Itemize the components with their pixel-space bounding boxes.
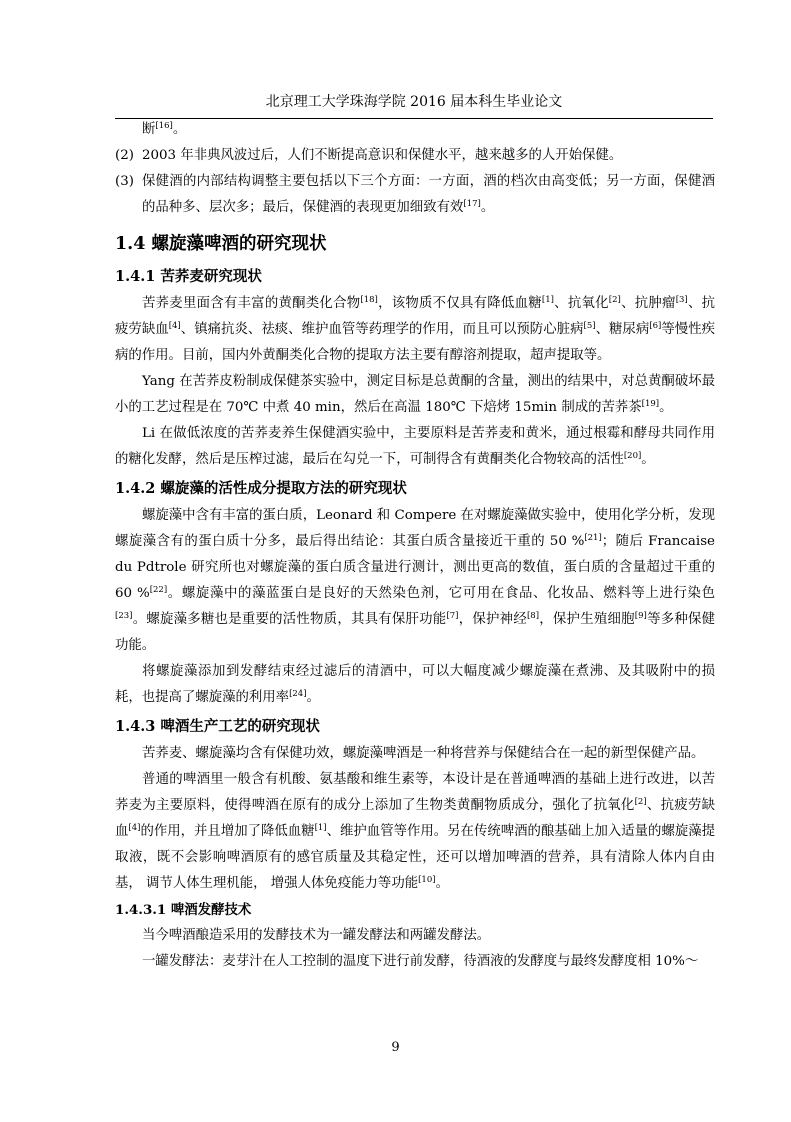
text-run: 。: [172, 122, 187, 137]
numbered-item: [115, 169, 715, 221]
citation-marker: [8]: [526, 611, 540, 621]
document-body: [115, 117, 715, 975]
text-run: 。: [435, 876, 449, 891]
text-run: 断: [142, 122, 156, 137]
text-run: 的作用，并且增加了降低血糖: [140, 824, 315, 839]
text-run: 保健酒的内部结构调整主要包括以下三个方面：一方面，酒的档次由高变低；另一方面，保健酒的品种多、层次多；最后，保健酒的表现更加细致有效: [142, 174, 715, 215]
item-number: (2): [115, 148, 134, 163]
text-run: 、抗肿瘤: [620, 296, 676, 311]
citation-marker: [2]: [634, 797, 647, 807]
text-run: 苦荞麦里面含有丰富的黄酮类化合物: [142, 296, 361, 311]
citation-marker: [24]: [289, 689, 307, 699]
citation-marker: [4]: [128, 823, 141, 833]
citation-marker: [21]: [584, 533, 602, 543]
text-run: 螺旋藻中含有丰富的蛋白质，Leonard 和 Compere 在对螺旋藻做实验中，使用化学分析，发现螺旋藻含有的蛋白质十分多，最后得出结论：其蛋白质含量接近干重的 50 %: [115, 508, 715, 549]
citation-marker: [9]: [634, 611, 647, 621]
paragraph: [115, 741, 715, 767]
paragraph: [115, 291, 715, 369]
text-run: 苦荞麦、螺旋藻均含有保健功效，螺旋藻啤酒是一种将营养与保健结合在一起的新型保健产品。: [142, 746, 705, 761]
text-run: 。: [641, 452, 655, 467]
citation-marker: [23]: [115, 611, 133, 621]
item-text: [142, 169, 715, 221]
citation-marker: [4]: [168, 321, 181, 331]
subsubsection-heading: 1.4.3.1 啤酒发酵技术: [115, 902, 252, 918]
page-header: 北京理工大学珠海学院 2016 届本科生毕业论文: [115, 92, 713, 119]
citation-marker: [22]: [149, 585, 168, 595]
text-run: 当今啤酒酿造采用的发酵技术为一罐发酵法和两罐发酵法。: [142, 928, 491, 943]
paragraph: [115, 923, 715, 949]
numbered-item: [115, 143, 715, 169]
text-run: 等慢性疾病的作用。目前，国内外黄酮类化合物的提取方法主要有醇溶剂提取，超声提取等。: [115, 322, 716, 363]
item-text: [142, 143, 715, 169]
text-run: 。: [480, 200, 495, 215]
text-run: 一罐发酵法：麦芽汁在人工控制的温度下进行前发酵，待酒液的发酵度与最终发酵度相 10%～: [142, 954, 699, 969]
citation-marker: [18]: [360, 295, 378, 305]
paragraph: [115, 503, 715, 659]
text-run: 、抗疲劳缺血: [115, 798, 716, 839]
citation-marker: [6]: [649, 321, 662, 331]
text-run: 、镇痛抗炎、祛痰、维护血管等药理学的作用，而且可以预防心脏病: [180, 322, 584, 337]
text-run: 。螺旋藻中的藻蓝蛋白是良好的天然染色剂，它可用在食品、化妆品、燃料等上进行染色: [167, 586, 715, 601]
text-run: 、抗疲劳缺血: [115, 296, 716, 337]
citation-marker: [16]: [155, 121, 173, 131]
text-run: ，该物质不仅具有降低血糖: [377, 296, 542, 311]
citation-marker: [20]: [623, 451, 642, 461]
item-number: (3): [115, 174, 134, 189]
text-run: 、糖尿病: [595, 322, 650, 337]
paragraph: [115, 659, 715, 711]
page-number: 9: [391, 1040, 400, 1055]
citation-marker: [2]: [608, 295, 621, 305]
text-run: ，保护生殖细胞: [539, 612, 635, 627]
text-run: 。: [659, 400, 673, 415]
paragraph: [115, 949, 715, 975]
text-run: 普通的啤酒里一般含有机酸、氨基酸和维生素等，本设计是在普通啤酒的基础上进行改进，以苦荞麦为主要原料，使得啤酒在原有的成分上添加了生物类黄酮物质成分，强化了抗氧化: [115, 772, 715, 813]
paragraph: [115, 767, 715, 897]
paragraph: [115, 421, 715, 473]
continued-paragraph: [115, 117, 715, 143]
citation-marker: [5]: [583, 321, 596, 331]
text-run: 、维护血管等作用。另在传统啤酒的酿基础上加入适量的螺旋藻提取液，既不会影响啤酒原有的感官质量及其稳定性，还可以增加啤酒的营养，具有清除人体内自由基， 调节人体生理机能， 增强人体免疫能力等功能: [115, 824, 716, 891]
paragraph: [115, 369, 715, 421]
text-run: 2003 年非典风波过后，人们不断提高意识和保健水平，越来越多的人开始保健。: [142, 148, 623, 163]
text-run: 、抗氧化: [553, 296, 609, 311]
citation-marker: [10]: [418, 875, 436, 885]
text-run: 。螺旋藻多糖也是重要的活性物质，其具有保肝功能: [132, 612, 447, 627]
citation-marker: [3]: [675, 295, 688, 305]
section-heading: 1.4 螺旋藻啤酒的研究现状: [115, 234, 327, 254]
subsection-heading: 1.4.3 啤酒生产工艺的研究现状: [115, 718, 320, 735]
subsection-heading: 1.4.1 苦荞麦研究现状: [115, 268, 262, 285]
text-run: 等多种保健功能。: [115, 612, 716, 653]
text-run: ；随后 Francaise du Pdtrole 研究所也对螺旋藻的蛋白质含量进行测计，测出更高的数值，蛋白质的含量超过干重的 60 %: [115, 534, 715, 601]
text-run: Li 在做低浓度的苦荞麦养生保健酒实验中，主要原料是苦荞麦和黄米，通过根霉和酵母共同作用的糖化发酵，然后是压榨过滤，最后在勾兑一下，可制得含有黄酮类化合物较高的活性: [115, 426, 715, 467]
citation-marker: [1]: [541, 295, 554, 305]
citation-marker: [17]: [463, 199, 481, 209]
text-run: 。: [306, 690, 320, 705]
text-run: ，保护神经: [458, 612, 527, 627]
citation-marker: [19]: [641, 399, 660, 409]
text-run: 将螺旋藻添加到发酵结束经过滤后的清酒中，可以大幅度减少螺旋藻在煮沸、及其吸附中的损耗，也提高了螺旋藻的利用率: [115, 664, 715, 705]
citation-marker: [1]: [314, 823, 327, 833]
text-run: Yang 在苦荞皮粉制成保健茶实验中，测定目标是总黄酮的含量，测出的结果中，对总黄酮破坏最小的工艺过程是在 70℃ 中煮 40 min，然后在高温 180℃ 下焙烤 15min 制成的苦荞茶: [115, 374, 715, 415]
subsection-heading: 1.4.2 螺旋藻的活性成分提取方法的研究现状: [115, 480, 407, 497]
citation-marker: [7]: [446, 611, 459, 621]
